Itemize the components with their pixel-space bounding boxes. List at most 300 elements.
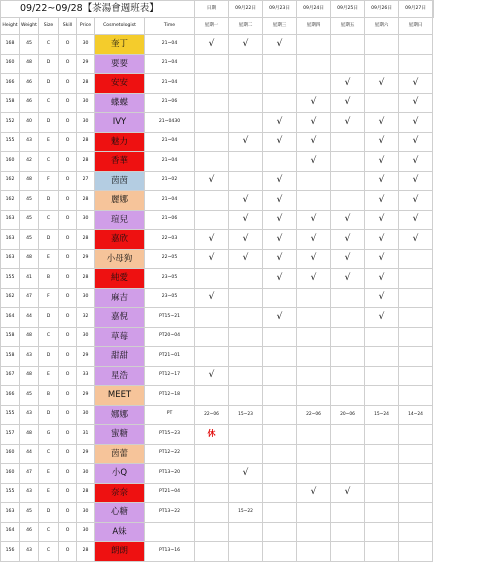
cell-height: 163 (1, 503, 20, 523)
date-thu: 09月25日 (331, 1, 365, 18)
cell-size: C (39, 327, 59, 347)
cell-day-2 (263, 366, 297, 386)
cell-time: PT (145, 405, 195, 425)
cell-price: 30 (77, 210, 95, 230)
cell-day-6: √ (399, 230, 433, 250)
cell-weight: 43 (20, 405, 39, 425)
cell-day-3 (297, 522, 331, 542)
cell-weight: 43 (20, 483, 39, 503)
table-row (1, 54, 434, 74)
cell-height: 155 (1, 405, 20, 425)
cell-day-6 (399, 483, 433, 503)
cell-size: D (39, 230, 59, 250)
cell-cosmetologist: 奈奈 (95, 483, 145, 503)
cell-cosmetologist: IVY (95, 113, 145, 133)
cell-cosmetologist: 草莓 (95, 327, 145, 347)
cell-size: E (39, 249, 59, 269)
cell-day-1: √ (229, 249, 263, 269)
cell-day-2 (263, 347, 297, 367)
cell-size: C (39, 35, 59, 55)
cell-day-0: 休 (195, 425, 229, 445)
cell-cosmetologist: 蜜糖 (95, 425, 145, 445)
cell-time (145, 522, 195, 542)
cell-day-4: √ (331, 269, 365, 289)
cell-day-0 (195, 269, 229, 289)
cell-day-5 (365, 386, 399, 406)
cell-day-5 (365, 503, 399, 523)
cell-day-4 (331, 386, 365, 406)
cell-skill: O (59, 347, 77, 367)
cell-size: F (39, 288, 59, 308)
cell-day-5 (365, 93, 399, 113)
cell-day-6: √ (399, 132, 433, 152)
date-label: 日期 (195, 1, 229, 18)
cell-day-6 (399, 444, 433, 464)
date-mon: 09月22日 (229, 1, 263, 18)
cell-time: 21~04 (145, 152, 195, 172)
cell-skill: O (59, 210, 77, 230)
cell-price: 30 (77, 35, 95, 55)
cell-day-1: √ (229, 132, 263, 152)
cell-height: 168 (1, 35, 20, 55)
cell-day-5: √ (365, 249, 399, 269)
column-header-row (1, 18, 434, 35)
cell-skill: O (59, 230, 77, 250)
cell-day-4: √ (331, 249, 365, 269)
table-row (1, 327, 434, 347)
weekday-thu: 星期四 (297, 18, 331, 35)
cell-cosmetologist: 茵茵 (95, 171, 145, 191)
cell-cosmetologist: 嘉欣 (95, 230, 145, 250)
table-row (1, 74, 434, 94)
date-fri: 09月26日 (365, 1, 399, 18)
cell-day-1: 15~23 (229, 405, 263, 425)
cell-day-6: √ (399, 171, 433, 191)
cell-price: 29 (77, 347, 95, 367)
cell-weight: 48 (20, 425, 39, 445)
cell-time: 21~06 (145, 210, 195, 230)
cell-day-4 (331, 171, 365, 191)
cell-weight: 40 (20, 113, 39, 133)
cell-day-3 (297, 347, 331, 367)
cell-day-3: √ (297, 269, 331, 289)
cell-day-2: √ (263, 269, 297, 289)
cell-day-2 (263, 74, 297, 94)
table-row (1, 171, 434, 191)
cell-skill: O (59, 132, 77, 152)
cell-price: 28 (77, 74, 95, 94)
cell-skill: O (59, 522, 77, 542)
cell-time: 21~0430 (145, 113, 195, 133)
cell-day-5 (365, 483, 399, 503)
cell-day-1 (229, 327, 263, 347)
cell-day-5 (365, 327, 399, 347)
cell-time: PT12~17 (145, 366, 195, 386)
cell-price: 30 (77, 327, 95, 347)
cell-day-4 (331, 522, 365, 542)
cell-day-0 (195, 542, 229, 562)
cell-time: 23~05 (145, 269, 195, 289)
cell-weight: 43 (20, 132, 39, 152)
cell-day-0 (195, 386, 229, 406)
cell-weight: 48 (20, 366, 39, 386)
cell-cosmetologist: 麻吉 (95, 288, 145, 308)
cell-weight: 48 (20, 327, 39, 347)
cell-size: D (39, 347, 59, 367)
cell-day-5 (365, 425, 399, 445)
cell-price: 31 (77, 425, 95, 445)
cell-day-4: √ (331, 113, 365, 133)
cell-day-0 (195, 113, 229, 133)
table-row (1, 93, 434, 113)
cell-day-6 (399, 464, 433, 484)
cell-weight: 45 (20, 503, 39, 523)
cell-day-2: √ (263, 191, 297, 211)
cell-price: 29 (77, 444, 95, 464)
cell-day-1 (229, 171, 263, 191)
header-height: Height (1, 18, 20, 35)
cell-height: 155 (1, 269, 20, 289)
cell-day-6 (399, 366, 433, 386)
cell-day-0 (195, 444, 229, 464)
cell-weight: 48 (20, 54, 39, 74)
cell-day-2 (263, 54, 297, 74)
cell-day-0 (195, 191, 229, 211)
page-title: 09/22~09/28【茶湯會週班表】 (20, 3, 159, 14)
weekday-sun: 星期日 (399, 18, 433, 35)
cell-day-2: √ (263, 35, 297, 55)
cell-height: 160 (1, 152, 20, 172)
cell-price: 30 (77, 93, 95, 113)
cell-day-0 (195, 93, 229, 113)
cell-day-2 (263, 386, 297, 406)
cell-height: 162 (1, 171, 20, 191)
cell-day-1: √ (229, 210, 263, 230)
cell-day-6 (399, 308, 433, 328)
cell-skill: O (59, 54, 77, 74)
cell-skill: O (59, 444, 77, 464)
cell-size: B (39, 386, 59, 406)
cell-day-3: √ (297, 483, 331, 503)
cell-weight: 42 (20, 152, 39, 172)
cell-day-1 (229, 308, 263, 328)
cell-day-5 (365, 35, 399, 55)
cell-day-4 (331, 288, 365, 308)
cell-day-6 (399, 35, 433, 55)
cell-cosmetologist: 純愛 (95, 269, 145, 289)
cell-size: D (39, 503, 59, 523)
cell-day-1 (229, 444, 263, 464)
cell-time: 22~03 (145, 230, 195, 250)
cell-day-4 (331, 464, 365, 484)
cell-time: 21~04 (145, 35, 195, 55)
cell-day-3 (297, 425, 331, 445)
header-time: Time (145, 18, 195, 35)
cell-day-4 (331, 327, 365, 347)
cell-size: C (39, 93, 59, 113)
table-row (1, 366, 434, 386)
cell-day-0 (195, 308, 229, 328)
cell-height: 163 (1, 210, 20, 230)
header-cosmetologist: Cosmetologist (95, 18, 145, 35)
cell-day-3: √ (297, 152, 331, 172)
cell-day-5: √ (365, 113, 399, 133)
cell-time: PT21~01 (145, 347, 195, 367)
cell-day-0 (195, 327, 229, 347)
cell-day-6 (399, 54, 433, 74)
table-row (1, 132, 434, 152)
cell-day-2 (263, 288, 297, 308)
cell-skill: O (59, 308, 77, 328)
cell-day-3 (297, 308, 331, 328)
table-row (1, 347, 434, 367)
cell-day-3: √ (297, 93, 331, 113)
cell-skill: O (59, 366, 77, 386)
cell-time: 21~04 (145, 132, 195, 152)
cell-skill: O (59, 464, 77, 484)
cell-day-6: √ (399, 191, 433, 211)
cell-day-6 (399, 503, 433, 523)
cell-day-4 (331, 503, 365, 523)
table-row (1, 464, 434, 484)
cell-day-2: √ (263, 113, 297, 133)
cell-cosmetologist: 瑄兒 (95, 210, 145, 230)
cell-height: 158 (1, 327, 20, 347)
table-row (1, 405, 434, 425)
cell-weight: 47 (20, 288, 39, 308)
weekday-mon: 星期一 (195, 18, 229, 35)
cell-cosmetologist: 星浩 (95, 366, 145, 386)
cell-day-1 (229, 74, 263, 94)
cell-cosmetologist: 奎丁 (95, 35, 145, 55)
cell-height: 167 (1, 366, 20, 386)
cell-day-1: √ (229, 35, 263, 55)
cell-day-4 (331, 425, 365, 445)
cell-day-2 (263, 444, 297, 464)
weekday-tue: 星期二 (229, 18, 263, 35)
cell-weight: 46 (20, 522, 39, 542)
cell-time: PT12~22 (145, 444, 195, 464)
cell-day-2 (263, 522, 297, 542)
cell-size: C (39, 542, 59, 562)
cell-cosmetologist: 小母狗 (95, 249, 145, 269)
cell-height: 164 (1, 522, 20, 542)
header-skill: Skill (59, 18, 77, 35)
cell-day-2: √ (263, 308, 297, 328)
cell-day-5 (365, 444, 399, 464)
table-row (1, 503, 434, 523)
cell-day-0: √ (195, 366, 229, 386)
cell-day-2: √ (263, 230, 297, 250)
cell-day-6: √ (399, 113, 433, 133)
cell-day-0: √ (195, 35, 229, 55)
cell-day-2 (263, 483, 297, 503)
cell-day-1 (229, 522, 263, 542)
cell-day-0 (195, 74, 229, 94)
cell-day-2: √ (263, 210, 297, 230)
cell-height: 156 (1, 542, 20, 562)
cell-cosmetologist: 娜娜 (95, 405, 145, 425)
cell-time: 21~04 (145, 191, 195, 211)
cell-day-1 (229, 54, 263, 74)
cell-day-1: √ (229, 464, 263, 484)
cell-day-0 (195, 522, 229, 542)
cell-cosmetologist: 小Q (95, 464, 145, 484)
table-row (1, 483, 434, 503)
cell-time: 23~05 (145, 288, 195, 308)
cell-time: PT13~20 (145, 464, 195, 484)
table-row (1, 444, 434, 464)
cell-size: D (39, 191, 59, 211)
cell-day-3 (297, 35, 331, 55)
cell-weight: 45 (20, 210, 39, 230)
cell-day-0: √ (195, 249, 229, 269)
cell-day-6: √ (399, 210, 433, 230)
cell-price: 28 (77, 269, 95, 289)
cell-skill: O (59, 288, 77, 308)
table-row (1, 386, 434, 406)
cell-cosmetologist: 要要 (95, 54, 145, 74)
cell-cosmetologist: 嘉倪 (95, 308, 145, 328)
cell-size: C (39, 152, 59, 172)
cell-day-6 (399, 327, 433, 347)
cell-time: PT15~21 (145, 308, 195, 328)
cell-price: 28 (77, 483, 95, 503)
cell-weight: 46 (20, 93, 39, 113)
cell-price: 28 (77, 542, 95, 562)
table-row (1, 269, 434, 289)
cell-day-4: √ (331, 93, 365, 113)
cell-day-3 (297, 386, 331, 406)
date-tue: 09月23日 (263, 1, 297, 18)
cell-size: G (39, 425, 59, 445)
cell-height: 164 (1, 308, 20, 328)
cell-skill: O (59, 74, 77, 94)
cell-size: C (39, 444, 59, 464)
cell-day-4: 20~06 (331, 405, 365, 425)
cell-weight: 48 (20, 249, 39, 269)
cell-day-3: √ (297, 230, 331, 250)
cell-height: 160 (1, 464, 20, 484)
cell-height: 160 (1, 444, 20, 464)
header-weight: Weight (20, 18, 39, 35)
cell-weight: 45 (20, 191, 39, 211)
cell-day-0 (195, 132, 229, 152)
cell-day-1: √ (229, 230, 263, 250)
cell-day-3 (297, 54, 331, 74)
cell-price: 30 (77, 405, 95, 425)
cell-cosmetologist: 甜甜 (95, 347, 145, 367)
cell-skill: O (59, 542, 77, 562)
cell-time: 21~02 (145, 171, 195, 191)
cell-day-0: √ (195, 171, 229, 191)
cell-skill: O (59, 93, 77, 113)
table-row (1, 210, 434, 230)
cell-day-3 (297, 171, 331, 191)
cell-height: 160 (1, 54, 20, 74)
cell-time: 22~05 (145, 249, 195, 269)
cell-weight: 44 (20, 308, 39, 328)
cell-price: 29 (77, 249, 95, 269)
cell-day-5 (365, 464, 399, 484)
cell-day-0 (195, 152, 229, 172)
cell-day-1 (229, 113, 263, 133)
cell-day-6: 14~24 (399, 405, 433, 425)
cell-day-3: √ (297, 132, 331, 152)
cell-day-1: 15~22 (229, 503, 263, 523)
cell-skill: O (59, 191, 77, 211)
cell-weight: 41 (20, 269, 39, 289)
cell-cosmetologist: 安安 (95, 74, 145, 94)
cell-day-3 (297, 464, 331, 484)
cell-cosmetologist: 茵蕾 (95, 444, 145, 464)
table-row (1, 425, 434, 445)
cell-day-1 (229, 425, 263, 445)
cell-day-1 (229, 542, 263, 562)
cell-day-5 (365, 347, 399, 367)
cell-day-2 (263, 464, 297, 484)
cell-day-5: √ (365, 171, 399, 191)
cell-day-6 (399, 542, 433, 562)
cell-day-6 (399, 386, 433, 406)
cell-day-3: √ (297, 210, 331, 230)
cell-height: 155 (1, 483, 20, 503)
cell-day-4 (331, 308, 365, 328)
cell-day-5: √ (365, 74, 399, 94)
cell-day-4 (331, 35, 365, 55)
cell-day-6 (399, 522, 433, 542)
cell-height: 166 (1, 386, 20, 406)
cell-price: 28 (77, 230, 95, 250)
cell-size: E (39, 132, 59, 152)
table-row (1, 113, 434, 133)
cell-price: 30 (77, 113, 95, 133)
table-row (1, 542, 434, 562)
cell-skill: O (59, 483, 77, 503)
cell-day-0: √ (195, 288, 229, 308)
cell-size: D (39, 54, 59, 74)
cell-time: 21~04 (145, 74, 195, 94)
cell-skill: O (59, 171, 77, 191)
cell-day-0: √ (195, 230, 229, 250)
cell-day-6 (399, 288, 433, 308)
cell-day-6 (399, 425, 433, 445)
cell-height: 157 (1, 425, 20, 445)
date-sun (433, 1, 434, 18)
cell-day-3 (297, 288, 331, 308)
cell-day-2 (263, 425, 297, 445)
cell-price: 27 (77, 171, 95, 191)
cell-day-2: √ (263, 249, 297, 269)
cell-day-1 (229, 483, 263, 503)
cell-day-2: √ (263, 171, 297, 191)
table-row (1, 152, 434, 172)
cell-day-2: √ (263, 132, 297, 152)
cell-day-3 (297, 327, 331, 347)
cell-skill: O (59, 249, 77, 269)
cell-price: 32 (77, 308, 95, 328)
weekday-wed: 星期三 (263, 18, 297, 35)
cell-size: C (39, 210, 59, 230)
cell-skill: O (59, 503, 77, 523)
cell-size: E (39, 483, 59, 503)
cell-weight: 45 (20, 35, 39, 55)
cell-height: 163 (1, 230, 20, 250)
header-price: Price (77, 18, 95, 35)
cell-cosmetologist: MEET (95, 386, 145, 406)
weekday-sat: 星期六 (365, 18, 399, 35)
cell-day-3 (297, 74, 331, 94)
